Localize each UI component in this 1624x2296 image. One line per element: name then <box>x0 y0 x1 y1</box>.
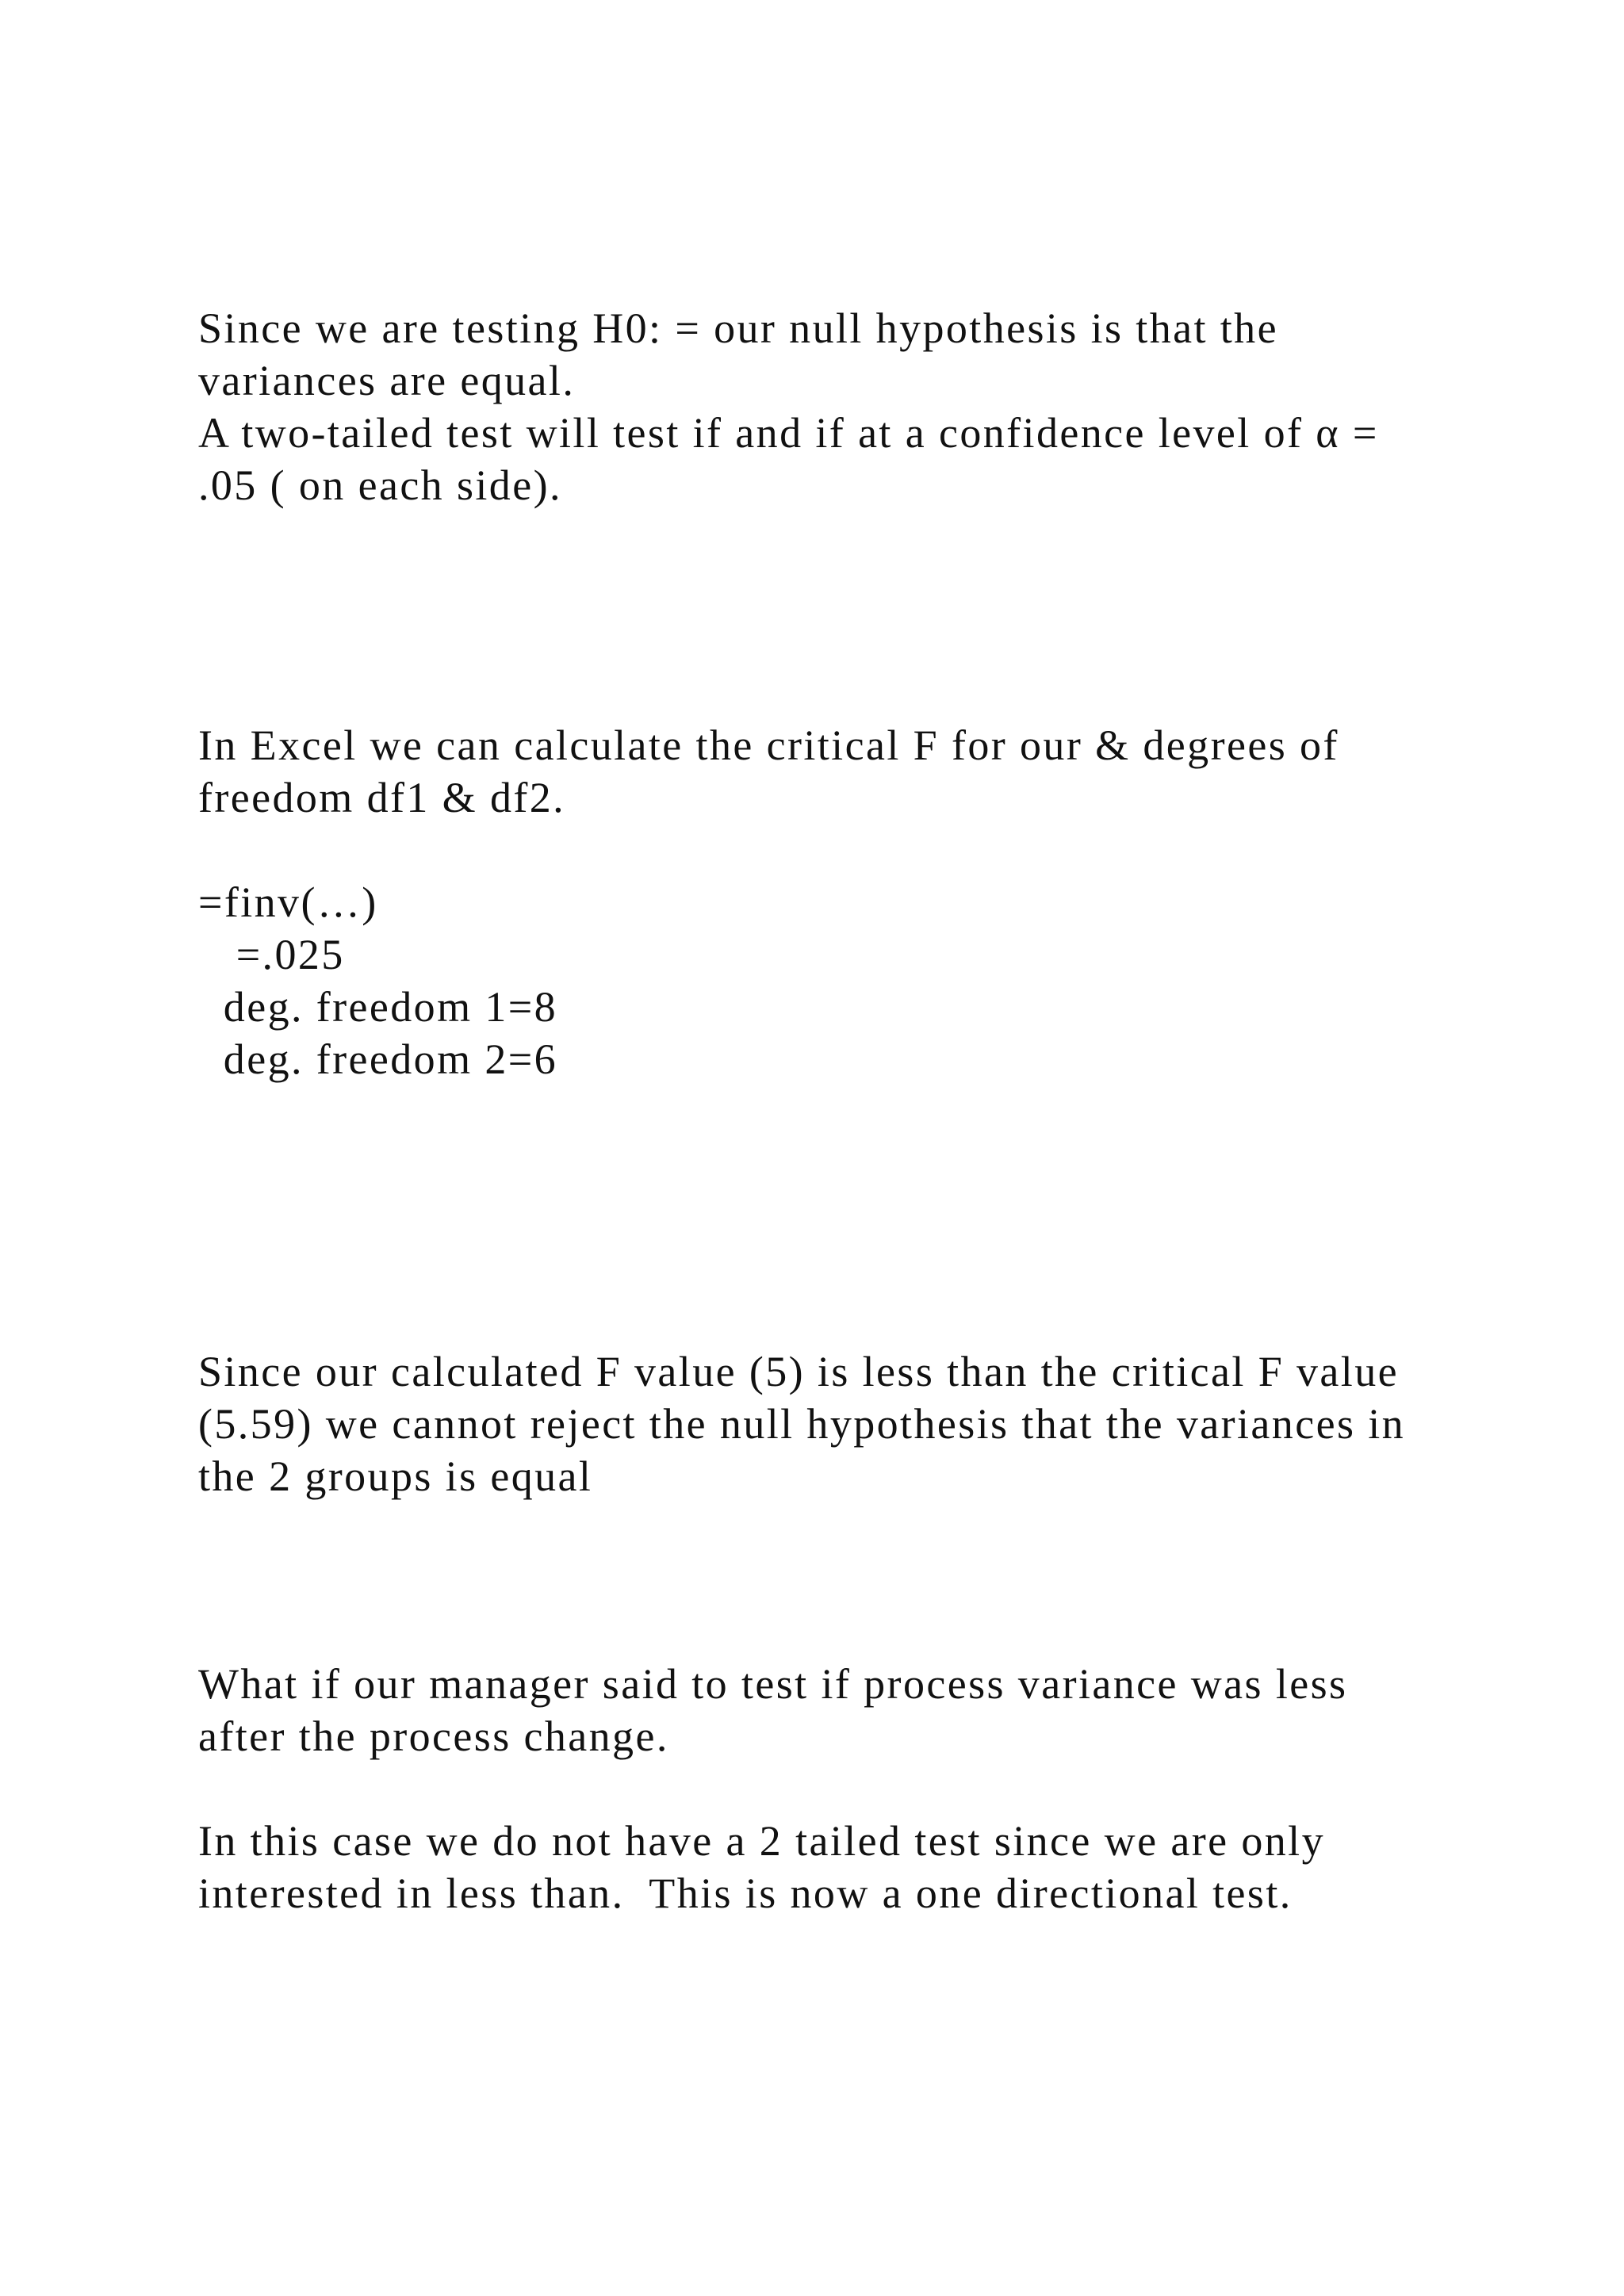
para2-line1: In Excel we can calculate the critical F for our & degrees of <box>198 721 1339 769</box>
para3-line1: Since our calculated F value (5) is less than the critical F value <box>198 1348 1399 1395</box>
para5-line2: interested in less than. This is now a one directional test. <box>198 1869 1293 1917</box>
para1-line4: .05 ( on each side). <box>198 461 562 509</box>
para1-line1: Since we are testing H0: = our null hypothesis is that the <box>198 304 1278 352</box>
formula-line4: deg. freedom 2=6 <box>198 1035 558 1083</box>
para1-line3: A two-tailed test will test if and if at a confidence level of α = <box>198 409 1379 457</box>
para3-line2: (5.59) we cannot reject the null hypothesis that the variances in <box>198 1400 1406 1448</box>
para1-line2: variances are equal. <box>198 357 576 404</box>
para2-line2: freedom df1 & df2. <box>198 774 566 821</box>
para3-line3: the 2 groups is equal <box>198 1452 593 1500</box>
para5-line1: In this case we do not have a 2 tailed test since we are only <box>198 1817 1325 1865</box>
para4-line2: after the process change. <box>198 1712 669 1760</box>
para4-line1: What if our manager said to test if process variance was less <box>198 1660 1348 1708</box>
formula-line2: =.025 <box>198 931 345 978</box>
formula-line1: =finv(…) <box>198 878 378 926</box>
formula-line3: deg. freedom 1=8 <box>198 983 558 1031</box>
